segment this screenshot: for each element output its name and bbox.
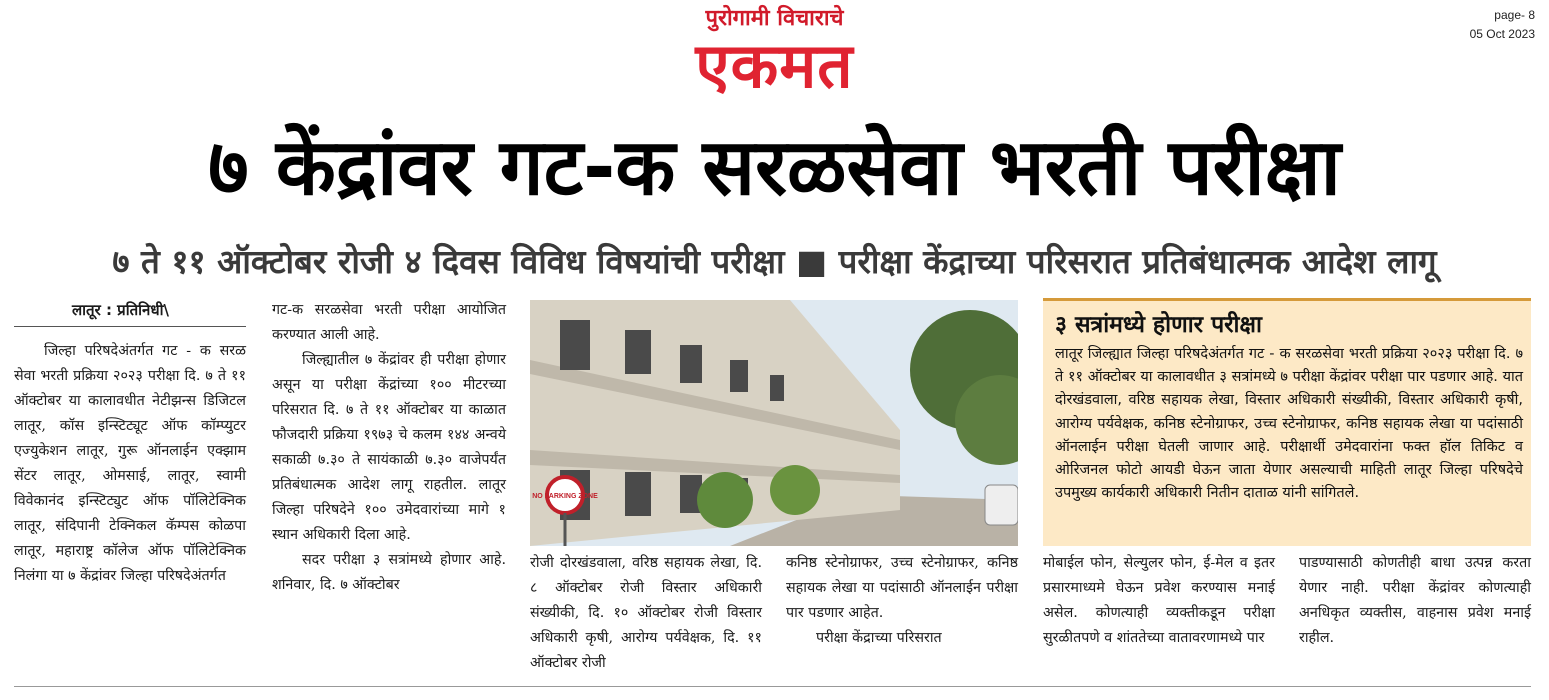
article-column-1	[14, 298, 246, 589]
photo-window-3	[680, 345, 702, 383]
photo-window-2	[625, 330, 651, 374]
column-4-paragraph-2: परीक्षा केंद्राच्या परिसरात	[816, 630, 942, 646]
headline: ७ केंद्रांवर गट-क सरळसेवा भरती परीक्षा	[208, 123, 1341, 213]
column-1-paragraph-1: जिल्हा परिषदेअंतर्गत गट - क सरळ सेवा भरती प्रक्रिया २०२३ परीक्षा दि. ७ ते ११ ऑक्टोबर या कालावधीत नेटीझन्स डिजिटल लातूर, कॉस इन्स्टिट्यूट ऑफ कॉम्प्युटर एज्युकेशन लातूर, गुरू ऑनलाईन एक्झाम सेंटर लातूर, ओमसाई, लातूर, स्वामी विवेकानंद इन्स्टिट्युट ऑफ पॉलिटेक्निक लातूर, संदिपानी टेक्निकल कॅम्पस कोळपा लातूर, महाराष्ट्र कॉलेज ऑफ पॉलिटेक्निक निलंगा या ७ केंद्रांवर जिल्हा परिषदेअंतर्गत	[14, 343, 246, 584]
column-5-paragraph-1: मोबाईल फोन, सेल्युलर फोन, ई-मेल व इतर प्रसारमाध्यमे घेऊन प्रवेश करण्यास मनाई असेल. कोणत्याही व्यक्तीकडून परीक्षा सुरळीतपणे व शांततेच्या वातावरणामध्ये पार	[1043, 555, 1275, 646]
article-column-6	[1299, 551, 1531, 651]
photo-window-4	[730, 360, 748, 392]
photo-window	[560, 320, 590, 370]
column-3-paragraph-1: रोजी दोरखंडवाला, वरिष्ठ सहायक लेखा, दि. ८ ऑक्टोबर रोजी विस्तार अधिकारी संख्यीकी, दि. १० ऑक्टोबर रोजी विस्तार अधिकारी कृषी, आरोग्य पर्यवेक्षक, दि. ११ ऑक्टोबर रोजी	[530, 555, 762, 671]
column-4-paragraph-1: कनिष्ठ स्टेनोग्राफर, उच्च स्टेनोग्राफर, कनिष्ठ सहायक लेखा या पदांसाठी ऑनलाईन परीक्षा पार पडणार आहेत.	[786, 555, 1018, 621]
page-number: page- 8	[1494, 8, 1535, 22]
photo-window-5	[770, 375, 784, 401]
masthead-tagline: पुरोगामी विचाराचे	[705, 6, 844, 31]
photo-car	[985, 485, 1018, 525]
column-2-paragraph-1: गट-क सरळसेवा भरती परीक्षा आयोजित करण्यात आली आहे.	[272, 302, 506, 343]
bottom-divider	[14, 686, 1531, 687]
page-info	[1470, 6, 1535, 44]
building-photo-illustration	[530, 300, 1018, 546]
subheadline: ७ ते ११ ऑक्टोबर रोजी ४ दिवस विविध विषयांची परीक्षा ■ परीक्षा केंद्राच्या परिसरात प्रतिबंधात्मक आदेश लागू	[112, 242, 1437, 281]
masthead	[0, 0, 1549, 110]
column-6-paragraph-1: पाडण्यासाठी कोणतीही बाधा उत्पन्न करता येणार नाही. परीक्षा केंद्रांवर कोणत्याही अनधिकृत व्यक्तीस, वाहनास प्रवेश मनाई राहील.	[1299, 555, 1531, 646]
photo-bush-2	[770, 465, 820, 515]
info-box	[1043, 298, 1531, 546]
sign-text: NO PARKING ZONE	[532, 493, 598, 500]
building-photo	[530, 300, 1018, 546]
photo-window-7	[625, 472, 651, 516]
column-2-paragraph-2: जिल्ह्यातील ७ केंद्रांवर ही परीक्षा होणार असून या परीक्षा केंद्रांच्या १०० मीटरच्या परिसरात दि. ७ ते ११ ऑक्टोबर या काळात फौजदारी प्रक्रिया १९७३ चे कलम १४४ अन्वये सकाळी ७.३० ते सायंकाळी ७.३० वाजेपर्यंत प्रतिबंधात्मक आदेश लागू राहतील. लातूर जिल्हा परिषदेने १०० उमेदवारांच्या मागे १ स्थान अधिकारी दिला आहे.	[272, 352, 506, 543]
info-box-title: ३ सत्रांमध्ये होणार परीक्षा	[1055, 312, 1262, 338]
photo-bush	[697, 472, 753, 528]
article-column-5	[1043, 551, 1275, 651]
article-column-3	[530, 551, 762, 676]
newspaper-logo: एकमत	[695, 29, 854, 102]
column-2-paragraph-3: सदर परीक्षा ३ सत्रांमध्ये होणार आहे. शनिवार, दि. ७ ऑक्टोबर	[272, 552, 506, 593]
article-column-2	[272, 298, 506, 598]
info-box-body: लातूर जिल्ह्यात जिल्हा परिषदेअंतर्गत गट - क सरळसेवा भरती प्रक्रिया २०२३ परीक्षा दि. ७ ते ११ ऑक्टोबर या कालावधीत ३ सत्रांमध्ये ७ परीक्षा केंद्रांवर परीक्षा पार पडणार आहे. यात दोरखंडवाला, वरिष्ठ सहायक लेखा, विस्तार अधिकारी संख्यीकी, विस्तार अधिकारी कृषी, आरोग्य पर्यवेक्षक, कनिष्ठ स्टेनोग्राफर, उच्च स्टेनोग्राफर, कनिष्ठ सहायक लेखा या पदांसाठी ऑनलाईन परीक्षा घेतली जाणार आहे. परीक्षार्थी उमेदवारांना फक्त हॉल तिकिट व ओरिजनल फोटो आयडी घेऊन जाता येणार असल्याची माहिती लातूर जिल्हा परिषदेचे उपमुख्य कार्यकारी अधिकारी नितीन दाताळ यांनी सांगितले.	[1055, 346, 1523, 502]
publication-date: 05 Oct 2023	[1469, 27, 1535, 41]
byline: लातूर : प्रतिनिधी\	[14, 298, 246, 327]
article-column-4	[786, 551, 1018, 651]
